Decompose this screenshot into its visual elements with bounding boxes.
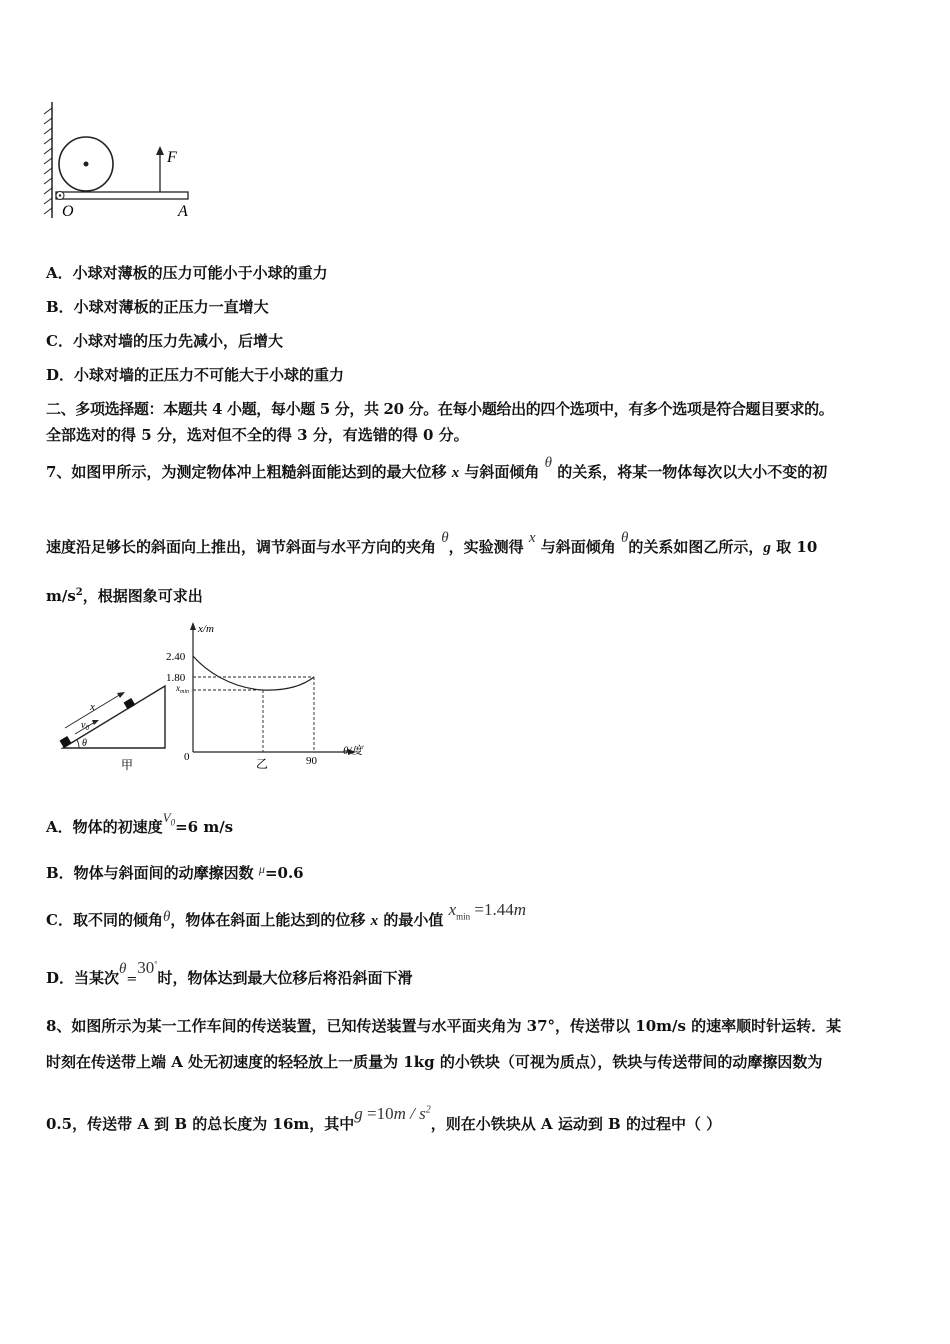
v0-symbol [162, 810, 176, 828]
var-x: x [370, 913, 379, 929]
q6-option-c: C．小球对墙的压力先减小，后增大 [46, 332, 283, 350]
theta-symbol: θ [441, 530, 449, 546]
v0-sub: 0 [170, 817, 176, 828]
q7-text: 速度沿足够长的斜面向上推出，调节斜面与水平方向的夹角 [46, 538, 437, 556]
q8-text: ，则在小铁块从 A 运动到 B 的过程中（ ） [430, 1115, 722, 1133]
equals-sign: = [126, 972, 138, 987]
theta-symbol: θ [621, 530, 629, 546]
var-g: g [763, 540, 771, 556]
superscript: 2 [425, 1104, 431, 1116]
q7-option-b [46, 862, 304, 883]
q7-text: 与斜面倾角 [464, 463, 540, 481]
q7-text: m/s [46, 587, 76, 605]
q7-text: 7、如图甲所示，为测定物体冲上粗糙斜面能达到的最大位移 [46, 463, 447, 481]
degree-sign: ° [154, 959, 158, 969]
pivot-label: O [62, 203, 74, 220]
q7-text: A．物体的初速度 [46, 818, 163, 836]
xmin-x: x [448, 900, 457, 919]
incline-v0-label [81, 720, 89, 732]
q8-line-1: 8、如图所示为某一工作车间的传送装置，已知传送装置与水平面夹角为 37°，传送带以 10m/s 的速率顺时针运转．某 [46, 1017, 842, 1035]
q7-text: 与斜面倾角 [540, 538, 616, 556]
q8-line-3 [46, 1104, 722, 1134]
q7-text: 的最小值 [383, 911, 444, 929]
chart-y-tick-xmin [175, 683, 189, 695]
mu-symbol: μ [258, 862, 265, 876]
incline-figure-jia [55, 676, 175, 776]
q7-text: B．物体与斜面间的动摩擦因数 [46, 864, 254, 882]
xmin-formula [448, 900, 526, 922]
x-theta-chart [160, 618, 390, 773]
xmin-sub: min [456, 911, 471, 922]
q8-line-2: 时刻在传送带上端 A 处无初速度的轻轻放上一质量为 1kg 的小铁块（可视为质点），铁块与传送带间的动摩擦因数为 [46, 1053, 823, 1071]
section2-scoring: 全部选对的得 5 分，选对但不全的得 3 分，有选错的得 0 分。 [46, 426, 469, 444]
fig-jia-label: 甲 [121, 758, 134, 772]
q7-text: 的关系如图乙所示， [628, 538, 764, 556]
xmin-x: x [176, 683, 180, 693]
section2-heading: 二、多项选择题：本题共 4 小题，每小题 5 分，共 20 分。在每小题给出的四个选项中，有多个选项是符合题目要求的。 [46, 400, 834, 418]
var-g: g [354, 1104, 363, 1123]
chart-y-axis-label: x/m [198, 623, 214, 635]
chart-x-axis-label: θ/度 [343, 745, 363, 757]
angle-value [137, 958, 157, 977]
q7-text: ，根据图象可求出 [82, 587, 203, 605]
q6-option-b: B．小球对薄板的正压力一直增大 [46, 298, 269, 316]
xmin-value: =1.44 [474, 900, 514, 919]
q7-text: =0.6 [264, 864, 304, 882]
q7-option-c [46, 900, 526, 931]
q7-text: ，实验测得 [448, 538, 524, 556]
var-x: x [528, 530, 536, 546]
q7-option-d [46, 958, 413, 988]
q7-text: C．取不同的倾角 [46, 911, 163, 929]
q7-text: 的关系，将某一物体每次以大小不变的初 [557, 463, 828, 481]
xmin-sub: min [180, 689, 189, 695]
g-value: =10 [367, 1104, 394, 1123]
q7-text: =6 m/s [175, 818, 234, 836]
theta-symbol: θ [119, 961, 127, 977]
theta-symbol: θ [162, 909, 171, 925]
superscript: 2 [75, 587, 83, 598]
q7-option-a [46, 810, 234, 838]
q7-text: 取 10 [776, 538, 818, 556]
angle-number: 30 [137, 958, 155, 977]
q7-text: D．当某次 [46, 969, 120, 987]
q7-line-2 [46, 530, 818, 557]
q8-text: 0.5，传送带 A 到 B 的总长度为 16m，其中 [46, 1115, 355, 1133]
q7-text: ，物体在斜面上能达到的位移 [170, 911, 366, 929]
q7-line-3 [46, 585, 203, 606]
q6-option-a: A．小球对薄板的压力可能小于小球的重力 [46, 264, 328, 282]
fig-yi-label: 乙 [256, 757, 269, 771]
chart-x-tick-90: 90 [306, 755, 317, 767]
ball-plank-figure [40, 100, 210, 225]
incline-theta-label: θ [82, 738, 87, 749]
v0-v: v [81, 720, 86, 731]
incline-x-label: x [90, 701, 95, 713]
q7-text: 时，物体达到最大位移后将沿斜面下滑 [157, 969, 413, 987]
q6-option-d: D．小球对墙的正压力不可能大于小球的重力 [46, 366, 345, 384]
xmin-unit: m [513, 900, 526, 919]
theta-symbol: θ [544, 455, 553, 471]
chart-x-tick-0: 0 [184, 751, 190, 763]
q7-line-1 [46, 455, 828, 482]
v0-v: V [162, 810, 171, 825]
var-x: x [451, 465, 460, 481]
chart-y-tick-180: 1.80 [166, 672, 186, 684]
g-unit: m / s [393, 1104, 426, 1123]
force-label: F [167, 149, 177, 166]
end-label: A [178, 203, 188, 220]
chart-y-tick-240: 2.40 [166, 651, 186, 663]
g-formula [354, 1104, 430, 1123]
v0-sub: 0 [85, 724, 89, 732]
